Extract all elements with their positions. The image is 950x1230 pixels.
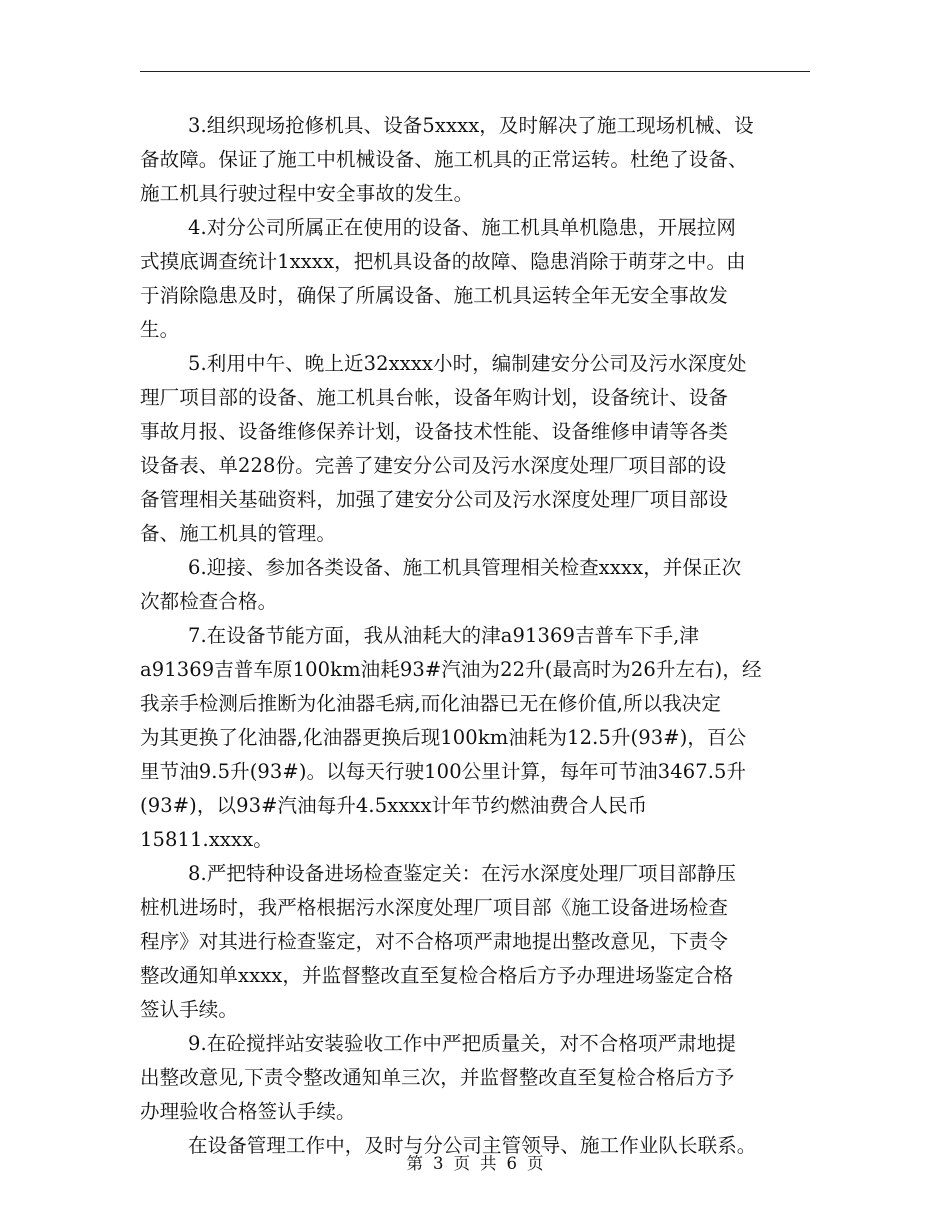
paragraph-4-line-3: 于消除隐患及时，确保了所属设备、施工机具运转全年无安全事故发 (140, 284, 729, 307)
paragraph-7-line-3: 我亲手检测后推断为化油器毛病,而化油器已无在修价值,所以我决定 (140, 692, 721, 715)
footer-total-unit: 页 (527, 1154, 544, 1173)
paragraph-8-line-4: 整改通知单xxxx，并监督整改直至复检合格后方予办理进场鉴定合格 (140, 964, 734, 987)
paragraph-5-line-4: 设备表、单228份。完善了建安分公司及污水深度处理厂项目部的设 (140, 454, 727, 477)
paragraph-5-line-3: 事故月报、设备维修保养计划，设备技术性能、设备维修申请等各类 (140, 420, 729, 443)
paragraph-8-line-2: 桩机进场时，我严格根据污水深度处理厂项目部《施工设备进场检查 (140, 896, 729, 919)
footer-page-unit: 页 (453, 1154, 470, 1173)
paragraph-7-line-2: a91369吉普车原100km油耗93#汽油为22升(最高时为26升左右)，经 (140, 658, 762, 681)
paragraph-3-line-1: 3.组织现场抢修机具、设备5xxxx，及时解决了施工现场机械、设 (188, 114, 754, 137)
closing-paragraph-line-1: 在设备管理工作中，及时与分公司主管领导、施工作业队长联系。 (188, 1134, 757, 1157)
paragraph-3-line-2: 备故障。保证了施工中机械设备、施工机具的正常运转。杜绝了设备、 (140, 148, 748, 171)
paragraph-7-line-4: 为其更换了化油器,化油器更换后现100km油耗为12.5升(93#)，百公 (140, 726, 747, 749)
footer-current-page: 3 (433, 1154, 444, 1173)
paragraph-5-line-2: 理厂项目部的设备、施工机具台帐，设备年购计划，设备统计、设备 (140, 386, 729, 409)
paragraph-4-line-1: 4.对分公司所属正在使用的设备、施工机具单机隐患，开展拉网 (188, 216, 737, 239)
paragraph-7-line-1: 7.在设备节能方面，我从油耗大的津a91369吉普车下手,津 (188, 624, 699, 647)
footer-total-pages: 6 (506, 1154, 517, 1173)
header-rule (140, 71, 810, 72)
paragraph-4-line-4: 生。 (140, 318, 180, 341)
footer-total-label: 共 (480, 1154, 497, 1173)
paragraph-9-line-1: 9.在砼搅拌站安装验收工作中严把质量关，对不合格项严肃地提 (188, 1032, 737, 1055)
paragraph-5-line-5: 备管理相关基础资料，加强了建安分公司及污水深度处理厂项目部设 (140, 488, 729, 511)
paragraph-3-line-3: 施工机具行驶过程中安全事故的发生。 (140, 182, 474, 205)
paragraph-6-line-1: 6.迎接、参加各类设备、施工机具管理相关检查xxxx，并保正次 (188, 556, 742, 579)
paragraph-6-line-2: 次都检查合格。 (140, 590, 278, 613)
paragraph-7-line-7: 15811.xxxx。 (140, 828, 273, 851)
paragraph-5-line-1: 5.利用中午、晚上近32xxxx小时，编制建安分公司及污水深度处 (188, 352, 747, 375)
page-footer (0, 1152, 950, 1176)
paragraph-5-line-6: 备、施工机具的管理。 (140, 522, 337, 545)
paragraph-8-line-1: 8.严把特种设备进场检查鉴定关：在污水深度处理厂项目部静压 (188, 862, 737, 885)
paragraph-7-line-5: 里节油9.5升(93#)。以每天行驶100公里计算，每年可节油3467.5升 (140, 760, 747, 783)
paragraph-7-line-6: (93#)，以93#汽油每升4.5xxxx计年节约燃油费合人民币 (140, 794, 648, 817)
paragraph-4-line-2: 式摸底调查统计1xxxx，把机具设备的故障、隐患消除于萌芽之中。由 (140, 250, 746, 273)
paragraph-9-line-2: 出整改意见,下责令整改通知单三次，并监督整改直至复检合格后方予 (140, 1066, 735, 1089)
footer-page-label: 第 (406, 1154, 423, 1173)
paragraph-8-line-3: 程序》对其进行检查鉴定，对不合格项严肃地提出整改意见，下责令 (140, 930, 729, 953)
paragraph-9-line-3: 办理验收合格签认手续。 (140, 1100, 356, 1123)
paragraph-8-line-5: 签认手续。 (140, 998, 239, 1021)
